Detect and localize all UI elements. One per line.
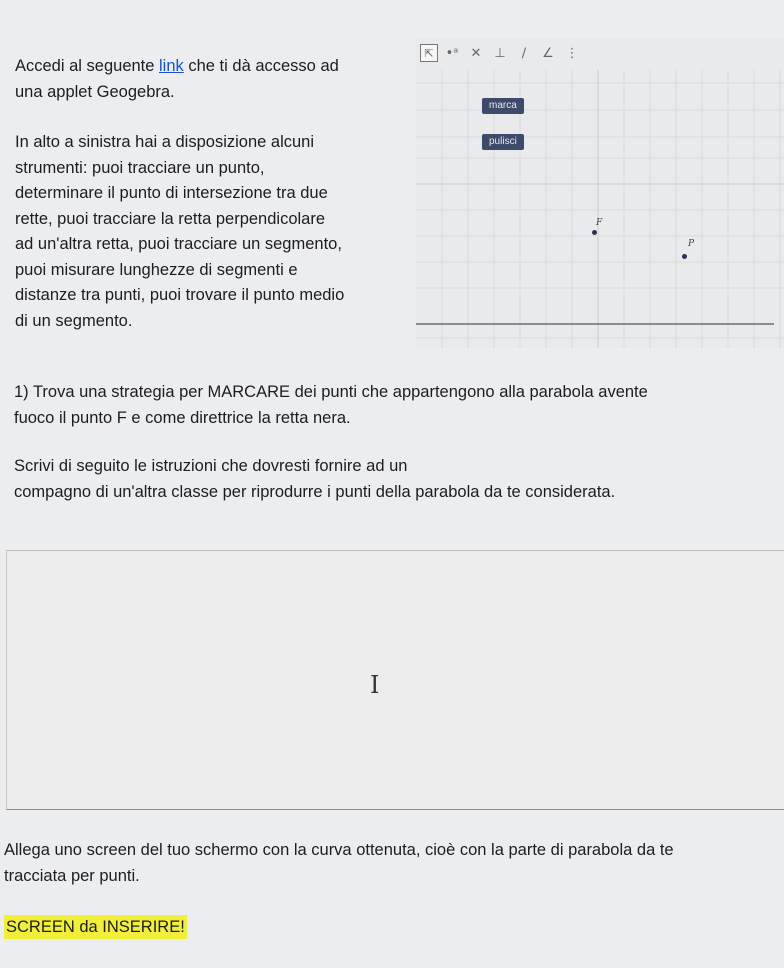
pointer-tool-icon[interactable]: ⇱ [420,44,438,62]
perpendicular-tool-icon[interactable]: ⊥ [494,45,506,61]
intro-text [15,54,410,334]
intro-p2-line: ad un'altra retta, puoi tracciare un segmento, [15,235,342,253]
geogebra-applet[interactable] [416,38,784,348]
applet-grid[interactable] [416,38,784,348]
segment-tool-icon[interactable]: ∕ [521,45,527,61]
intro-p2-line: di un segmento. [15,311,133,330]
intro-text-after-link: che ti dà accesso ad [183,57,339,75]
intro-paragraph-1 [15,54,410,105]
question-line: 1) Trova una strategia per MARCARE dei punti che appartengono alla parabola avente [14,383,648,401]
question-line: fuoco il punto F e come direttrice la retta nera. [14,408,351,427]
intro-p2-line: determinare il punto di intersezione tra due [15,184,328,202]
distance-tool-icon[interactable]: ∠ [542,45,554,61]
attach-prompt [4,838,782,889]
marca-button[interactable]: marca [482,98,524,114]
attach-line: Allega uno screen del tuo schermo con la curva ottenuta, cioè con la parte di parabola da te [4,841,674,859]
intro-p2-line: strumenti: puoi tracciare un punto, [15,158,265,177]
question-1 [14,380,774,431]
point-f[interactable] [592,230,597,235]
instructions-line: Scrivi di seguito le istruzioni che dovresti fornire ad un [14,457,408,475]
intro-p2-line: distanze tra punti, puoi trovare il punto medio [15,286,345,304]
pulisci-button[interactable]: pulisci [482,134,524,150]
geogebra-toolbar [416,38,784,68]
point-p-label: P [688,239,695,249]
intro-text-before-link: Accedi al seguente [15,57,160,75]
screen-placeholder: SCREEN da INSERIRE! [4,915,187,939]
answer-textarea[interactable] [6,550,784,810]
attach-line: tracciata per punti. [4,866,140,885]
geogebra-link[interactable]: link [159,57,184,75]
midpoint-tool-icon[interactable]: ⋮ [565,45,579,61]
point-p[interactable] [682,254,687,259]
point-tool-icon[interactable]: •ᵃ [445,45,459,61]
point-f-label: F [596,218,603,228]
instructions-line: compagno di un'altra classe per riprodurre i punti della parabola da te considerata. [14,482,616,501]
intro-p2-line: In alto a sinistra hai a disposizione alcuni [15,133,315,151]
text-cursor-icon: I [370,671,380,699]
instructions-prompt [14,454,774,505]
intro-line-2: una applet Geogebra. [15,82,175,101]
intro-p2-line: puoi misurare lunghezze di segmenti e [15,260,298,279]
intro-p2-line: rette, puoi tracciare la retta perpendicolare [15,209,326,228]
intersect-tool-icon[interactable]: ✕ [470,45,482,61]
intro-paragraph-2 [15,130,410,334]
